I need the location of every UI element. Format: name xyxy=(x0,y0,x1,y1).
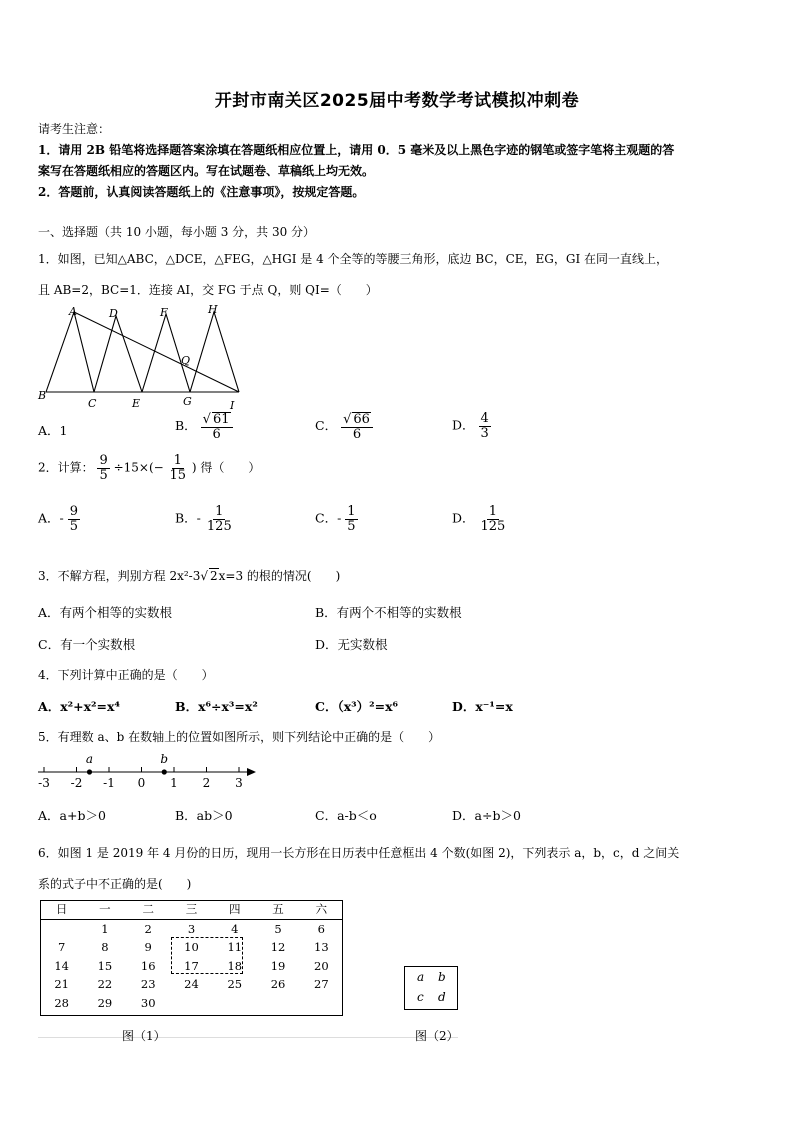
calendar-day: 14 xyxy=(54,958,69,973)
calendar-day: 11 xyxy=(227,940,243,955)
calendar-day: 12 xyxy=(270,940,286,955)
calendar-day: 21 xyxy=(54,977,69,992)
calendar-day: 10 xyxy=(184,940,199,955)
q2-option-a-numerator: 9 xyxy=(69,504,79,519)
q3-stem-prefix: 3．不解方程，判别方程 2x²-3 xyxy=(38,569,201,583)
triangle-feg xyxy=(142,314,190,392)
caption-figure-1: 图（1） xyxy=(122,1029,166,1043)
page-title: 开封市南关区2025届中考数学考试模拟冲刺卷 xyxy=(214,91,580,111)
calendar-day xyxy=(300,994,343,1013)
q2-option-b-label: B．- xyxy=(175,510,201,526)
q2-fraction-2-numerator: 1 xyxy=(173,453,182,468)
q3-option-a[interactable]: A．有两个相等的实数根 xyxy=(38,605,173,620)
q2-stem-prefix: 2．计算： xyxy=(38,460,94,475)
notice-heading: 请考生注意： xyxy=(38,122,111,136)
number-line-point-label: a xyxy=(85,752,94,766)
q2-fraction-1-numerator: 9 xyxy=(99,453,108,468)
q3-option-c[interactable]: C．有一个实数根 xyxy=(38,637,136,652)
notice-line-1a: 1．请用 2B 铅笔将选择题答案涂填在答题纸相应位置上，请用 0．5 毫米及以上黑色字迹的钢笔或签字笔将主观题的答 xyxy=(38,143,675,157)
caption-divider xyxy=(38,1037,458,1038)
q2-fraction-1 xyxy=(97,454,109,482)
q2-option-d-denominator: 125 xyxy=(480,518,506,534)
calendar-day xyxy=(256,994,299,1013)
box-figure-2 xyxy=(404,966,458,1010)
calendar-day: 8 xyxy=(101,940,109,955)
q1-option-b[interactable] xyxy=(175,412,233,441)
weekday-header: 五 xyxy=(256,900,299,919)
calendar-row xyxy=(40,919,343,938)
calendar-day xyxy=(40,919,83,938)
q2-option-a-label: A．- xyxy=(38,510,64,526)
calendar-day: 5 xyxy=(274,921,282,936)
weekday-header: 日 xyxy=(40,900,83,919)
q5-option-b[interactable]: B．ab＞0 xyxy=(175,808,233,823)
number-line-tick-label: -3 xyxy=(38,776,50,790)
triangle-abc xyxy=(46,312,94,392)
calendar-day: 2 xyxy=(144,921,152,936)
q1-option-b-label: B． xyxy=(175,418,197,434)
q2-option-b-numerator: 1 xyxy=(215,504,224,519)
calendar-day: 24 xyxy=(184,977,199,992)
q1-option-b-denominator: 6 xyxy=(212,426,221,442)
calendar-day: 29 xyxy=(97,995,113,1010)
q1-option-c-fraction: $\frac{√ 66}{6}$ xyxy=(341,412,373,441)
triangle-dce xyxy=(94,316,142,392)
calendar-day: 23 xyxy=(140,977,156,992)
q1-option-c-numerator: 66 xyxy=(353,412,370,427)
q1-option-d-denominator: 3 xyxy=(480,425,489,441)
q2-fraction-2-denominator: 15 xyxy=(169,467,187,483)
q2-option-c-label: C．- xyxy=(315,510,342,526)
q3-stem: 3．不解方程，判别方程 2x²-3√ 2x=3 的根的情况( ) xyxy=(38,569,341,583)
q5-option-d[interactable]: D．a÷b＞0 xyxy=(452,808,521,823)
calendar-dashed-box xyxy=(171,937,243,974)
calendar-day: 4 xyxy=(231,921,239,936)
box-d: d xyxy=(438,990,446,1004)
q2-stem xyxy=(38,454,260,482)
q1-option-b-fraction: $\frac{√ 61}{6}$ xyxy=(201,412,233,441)
q1-stem-line2: 且 AB=2，BC=1．连接 AI，交 FG 于点 Q，则 QI=（ ） xyxy=(38,283,378,297)
calendar-day xyxy=(170,994,213,1013)
calendar-day: 25 xyxy=(227,977,243,992)
calendar-day: 18 xyxy=(227,958,243,973)
q1-option-d-label: D． xyxy=(452,417,475,433)
calendar-day: 3 xyxy=(187,921,196,936)
number-line-arrow-icon xyxy=(247,768,256,776)
q5-option-a[interactable]: A．a+b＞0 xyxy=(38,808,106,823)
label-f: F xyxy=(160,306,168,319)
notice-line-1b: 案写在答题纸相应的答题区内。写在试题卷、草稿纸上均无效。 xyxy=(38,164,375,178)
q6-stem-line1: 6．如图 1 是 2019 年 4 月份的日历，现用一长方形在日历表中任意框出 4 个数(如图 2)，下列表示 a，b，c，d 之间关 xyxy=(38,846,680,860)
q5-number-line xyxy=(34,750,260,792)
q2-option-b-denominator: 125 xyxy=(206,518,232,534)
calendar-day: 27 xyxy=(314,977,329,992)
calendar-day: 26 xyxy=(270,977,286,992)
calendar-day: 9 xyxy=(144,940,152,955)
label-c: C xyxy=(88,397,97,410)
number-line-tick-label: 3 xyxy=(235,776,243,790)
calendar-row xyxy=(40,975,343,994)
weekday-header: 二 xyxy=(127,900,170,919)
number-line-tick-label: 1 xyxy=(170,776,178,790)
q4-option-a[interactable]: A．x²+x²=x⁴ xyxy=(38,699,120,714)
calendar-day: 22 xyxy=(97,977,113,992)
label-q: Q xyxy=(181,354,191,367)
weekday-header: 四 xyxy=(213,900,256,919)
label-e: E xyxy=(132,397,141,410)
number-line-point-label: b xyxy=(160,752,169,766)
q2-option-a-denominator: 5 xyxy=(69,518,79,534)
q2-option-d-numerator: 1 xyxy=(488,504,498,519)
label-a: A xyxy=(69,305,77,318)
notice-line-2: 2．答题前，认真阅读答题纸上的《注意事项》，按规定答题。 xyxy=(38,185,365,199)
label-h: H xyxy=(208,303,218,316)
q2-option-c-numerator: 1 xyxy=(347,504,356,519)
q2-stem-suffix: ) 得（ ） xyxy=(191,460,261,475)
calendar-day: 13 xyxy=(314,940,329,955)
q2-option-d-label: D． xyxy=(452,510,475,526)
calendar-day: 28 xyxy=(54,995,69,1010)
number-line-tick-label: -2 xyxy=(70,776,83,790)
q2-fraction-1-denominator: 5 xyxy=(99,467,108,483)
label-i: I xyxy=(230,399,235,412)
q2-option-b[interactable] xyxy=(175,505,234,533)
q1-option-c-label: C． xyxy=(315,418,338,434)
q1-option-c[interactable] xyxy=(315,412,373,441)
calendar-day: 20 xyxy=(314,958,329,973)
q2-option-a[interactable] xyxy=(38,505,80,533)
weekday-header: 一 xyxy=(83,900,126,919)
number-line-tick-label: 2 xyxy=(202,776,211,790)
q3-sqrt-radicand: 2 xyxy=(210,569,218,583)
calendar-day: 16 xyxy=(140,958,156,973)
label-g: G xyxy=(183,395,192,408)
q4-option-d[interactable]: D．x⁻¹=x xyxy=(452,699,513,714)
q6-stem-line2: 系的式子中不正确的是( ) xyxy=(38,877,192,891)
calendar-day: 19 xyxy=(270,958,286,973)
section-heading: 一、选择题（共 10 小题，每小题 3 分，共 30 分） xyxy=(38,225,316,239)
calendar-day xyxy=(213,994,256,1013)
calendar-day: 1 xyxy=(101,921,109,936)
calendar-day: 17 xyxy=(184,958,199,973)
q2-stem-middle: ÷15×(− xyxy=(113,460,164,475)
label-b: B xyxy=(38,389,47,402)
box-c: c xyxy=(417,990,424,1004)
box-b: b xyxy=(438,970,446,984)
q1-triangle-figure xyxy=(36,302,246,412)
q1-option-d-numerator: 4 xyxy=(480,411,489,426)
calendar-day: 15 xyxy=(97,958,113,973)
calendar-day: 6 xyxy=(317,921,325,936)
caption-figure-2: 图（2） xyxy=(415,1029,459,1043)
calendar-day: 7 xyxy=(57,940,66,955)
q1-option-c-denominator: 6 xyxy=(352,426,362,442)
q1-option-b-numerator: 61 xyxy=(212,412,230,427)
weekday-header: 三 xyxy=(170,900,213,919)
segment-ai xyxy=(74,312,239,392)
number-line-tick-label: 0 xyxy=(137,776,146,790)
q3-option-b[interactable]: B．有两个不相等的实数根 xyxy=(315,605,462,620)
q4-option-c[interactable]: C．（x³）²=x⁶ xyxy=(315,699,399,714)
number-line-point-b xyxy=(162,769,167,774)
box-a: a xyxy=(417,970,425,984)
q2-option-d[interactable] xyxy=(452,505,507,533)
q2-option-c[interactable] xyxy=(315,505,358,533)
q5-option-c[interactable]: C．a-b＜o xyxy=(315,808,377,823)
weekday-header: 六 xyxy=(300,900,343,919)
q1-stem-line1: 1．如图，已知△ABC，△DCE，△FEG，△HGI 是 4 个全等的等腰三角形，底边 BC，CE，EG，GI 在同一直线上， xyxy=(38,252,669,266)
q4-option-b[interactable]: B．x⁶÷x³=x² xyxy=(175,699,258,714)
calendar-day: 30 xyxy=(140,995,156,1010)
q5-stem: 5．有理数 a、b 在数轴上的位置如图所示，则下列结论中正确的是（ ） xyxy=(38,730,441,744)
q2-fraction-2 xyxy=(168,454,189,482)
q3-stem-suffix: x=3 的根的情况( ) xyxy=(218,569,341,583)
q1-option-d-fraction xyxy=(479,412,491,440)
q1-option-a[interactable]: A．1 xyxy=(38,423,68,438)
q1-option-d[interactable] xyxy=(452,412,491,440)
q3-option-d[interactable]: D．无实数根 xyxy=(315,637,388,652)
calendar-row xyxy=(40,994,343,1013)
number-line-point-a xyxy=(87,769,92,774)
q4-stem: 4．下列计算中正确的是（ ） xyxy=(38,668,214,682)
number-line-tick-label: -1 xyxy=(103,776,115,790)
label-d: D xyxy=(109,307,118,320)
q2-option-c-denominator: 5 xyxy=(347,518,356,534)
